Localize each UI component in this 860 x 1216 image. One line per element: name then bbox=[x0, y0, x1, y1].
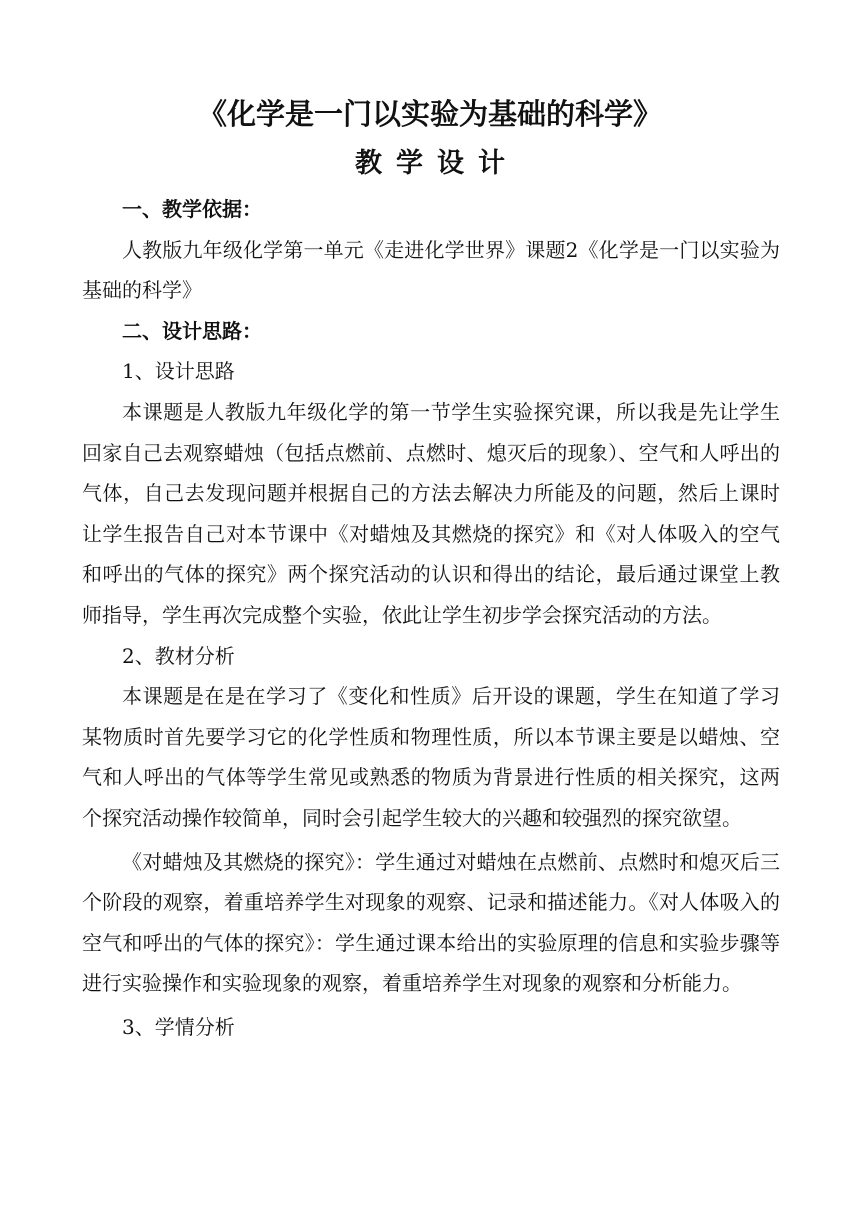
section-heading-design: 二、设计思路： bbox=[122, 318, 262, 343]
paragraph-explorations: 《对蜡烛及其燃烧的探究》：学生通过对蜡烛在点燃前、点燃时和熄灭后三个阶段的观察，着重培养学生对现象的观察、记录和描述能力。《对人体吸入的空气和呼出的气体的探究》：学生通过课本给出的实验原理的信息和实验步骤等进行实验操作和实验现象的观察，着重培养学生对现象的观察和分析能力。 bbox=[82, 849, 780, 996]
subheading-material-analysis: 2、教材分析 bbox=[122, 643, 235, 668]
paragraph-material-analysis: 本课题是在是在学习了《变化和性质》后开设的课题，学生在知道了学习某物质时首先要学习它的化学性质和物理性质，所以本节课主要是以蜡烛、空气和人呼出的气体等学生常见或熟悉的物质为背景进行性质的相关探究，这两个探究活动操作较简单，同时会引起学生较大的兴趣和较强烈的探究欲望。 bbox=[82, 684, 780, 830]
section-heading-basis: 一、教学依据： bbox=[122, 197, 262, 221]
subheading-student-analysis: 3、学情分析 bbox=[122, 1014, 235, 1039]
document-title: 《化学是一门以实验为基础的科学》 bbox=[197, 97, 662, 131]
paragraph-basis: 人教版九年级化学第一单元《走进化学世界》课题2《化学是一门以实验为基础的科学》 bbox=[82, 237, 780, 303]
document-body bbox=[82, 189, 780, 1047]
document-subtitle: 教学设计 bbox=[355, 148, 519, 179]
subheading-design-idea: 1、设计思路 bbox=[122, 359, 235, 384]
paragraph-design-idea: 本课题是人教版九年级化学的第一节学生实验探究课，所以我是先让学生回家自己去观察蜡烛（包括点燃前、点燃时、熄灭后的现象）、空气和人呼出的气体，自己去发现问题并根据自己的方法去解决力所能及的问题，然后上课时让学生报告自己对本节课中《对蜡烛及其燃烧的探究》和《对人体吸入的空气和呼出的气体的探究》两个探究活动的认识和得出的结论，最后通过课堂上教师指导，学生再次完成整个实验，依此让学生初步学会探究活动的方法。 bbox=[82, 399, 780, 627]
